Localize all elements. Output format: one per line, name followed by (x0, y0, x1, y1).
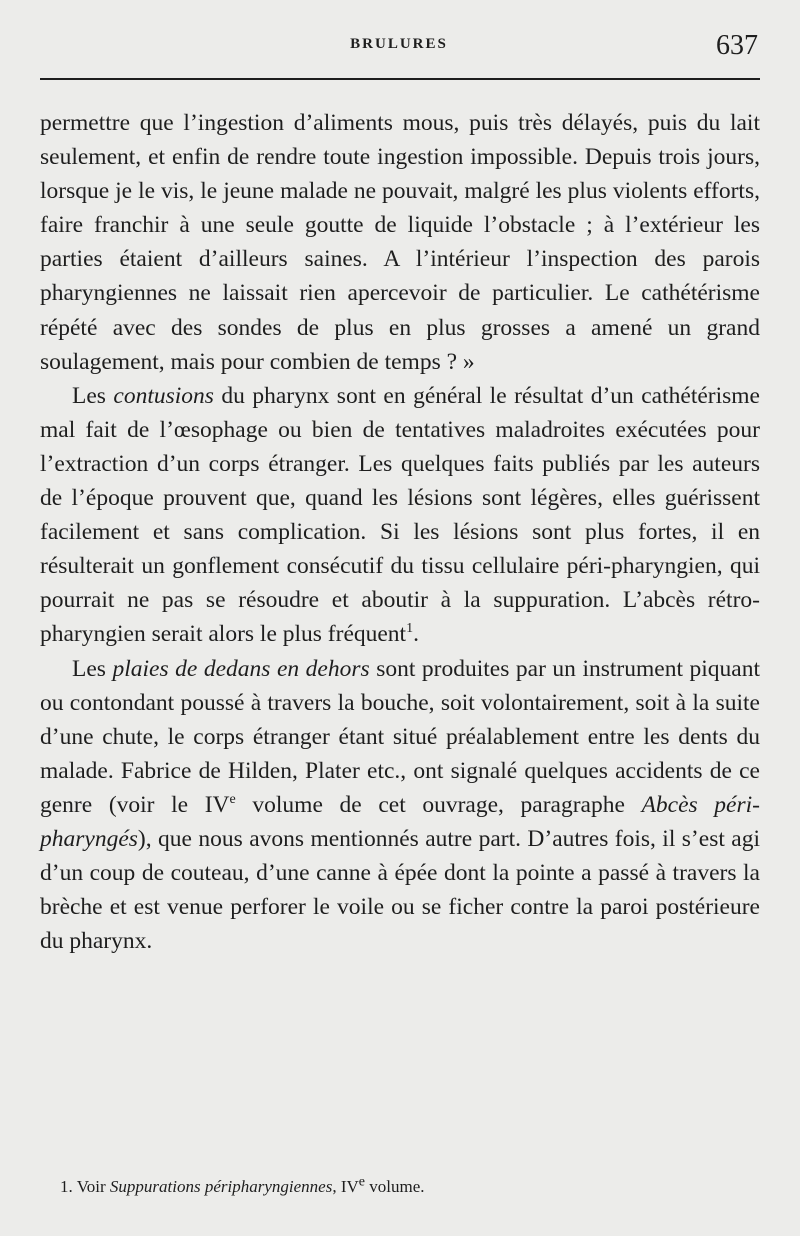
paragraph-2-end: . (413, 621, 419, 648)
paragraph-2-rest: du pharynx sont en général le résultat d’un cathétérisme mal fait de l’œsophage ou bien de tentatives maladroites exécutées pour l’extraction d’un corps étranger. Les quelques faits publiés par les auteurs de l’époque prouvent que, quand les lésions sont légères, elles guérissent facilement et sans complication. Si les lésions sont plus fortes, il en résulterait un gonflement consécutif du tissu cellulaire péri-pharyngien, qui pourrait ne pas se résoudre et aboutir à la suppuration. L’abcès rétro-pharyngien serait alors le plus fréquent (40, 382, 760, 648)
page-number: 637 (716, 30, 758, 61)
paragraph-3-end: ), que nous avons mentionnés autre part. D’autres fois, il s’est agi d’un coup de couteau, d’une canne à épée dont la pointe a passé à travers la brèche et est venue perforer le voile ou se ficher contre la paroi postérieure du pharynx. (40, 825, 760, 955)
paragraph-1 (40, 106, 760, 379)
paragraph-3 (40, 652, 760, 959)
paragraph-3-mid2: volume de cet ouvrage, paragraphe (235, 791, 642, 818)
paragraph-3-italic: plaies de dedans en dehors (112, 655, 370, 682)
footnote-lead: Voir (72, 1177, 110, 1196)
running-head (40, 30, 758, 66)
footnote (60, 1176, 760, 1198)
footnote-roman: , IV (332, 1177, 359, 1196)
footnote-sup: e (358, 1174, 365, 1190)
paragraph-2 (40, 379, 760, 652)
footnote-reference[interactable]: 1 (406, 621, 414, 637)
paragraph-3-mid: sont produites par un instrument piquant ou contondant poussé à travers la bouche, soit volontairement, soit à la suite d’une chute, le corps étranger étant situé préalablement entre les dents du malade. Fabrice de Hilden, Plater etc., ont signalé quelques accidents de ce genre (voir le IV (40, 655, 760, 818)
paragraph-2-start: Les (72, 382, 114, 409)
footnote-italic: Suppurations péripharyngiennes (109, 1177, 333, 1196)
paragraph-1-text: permettre que l’ingestion d’aliments mous, puis très délayés, puis du lait seulement, et enfin de rendre toute ingestion impossible. Depuis trois jours, lorsque je le vis, le jeune malade ne pouvait, malgré les plus violents efforts, faire franchir à une seule goutte de liquide l’obstacle ; à l’extérieur les parties étaient d’ailleurs saines. A l’intérieur l’inspection des parois pharyngiennes ne laissait rien apercevoir de particulier. Le cathétérisme répété avec des sondes de plus en plus grosses a amené un grand soulagement, mais pour combien de temps ? » (40, 110, 760, 375)
paragraph-3-start: Les (72, 655, 113, 682)
paragraph-3-sup: e (229, 792, 236, 808)
header-rule (40, 78, 760, 80)
paragraph-3-italic2: Abcès péri-pharyngés (40, 791, 760, 852)
body-text (40, 106, 760, 958)
paragraph-2-italic: contusions (113, 382, 214, 409)
footnote-end: volume. (365, 1177, 425, 1196)
footnote-number: 1. (60, 1177, 73, 1196)
running-title: BRULURES (350, 36, 448, 52)
